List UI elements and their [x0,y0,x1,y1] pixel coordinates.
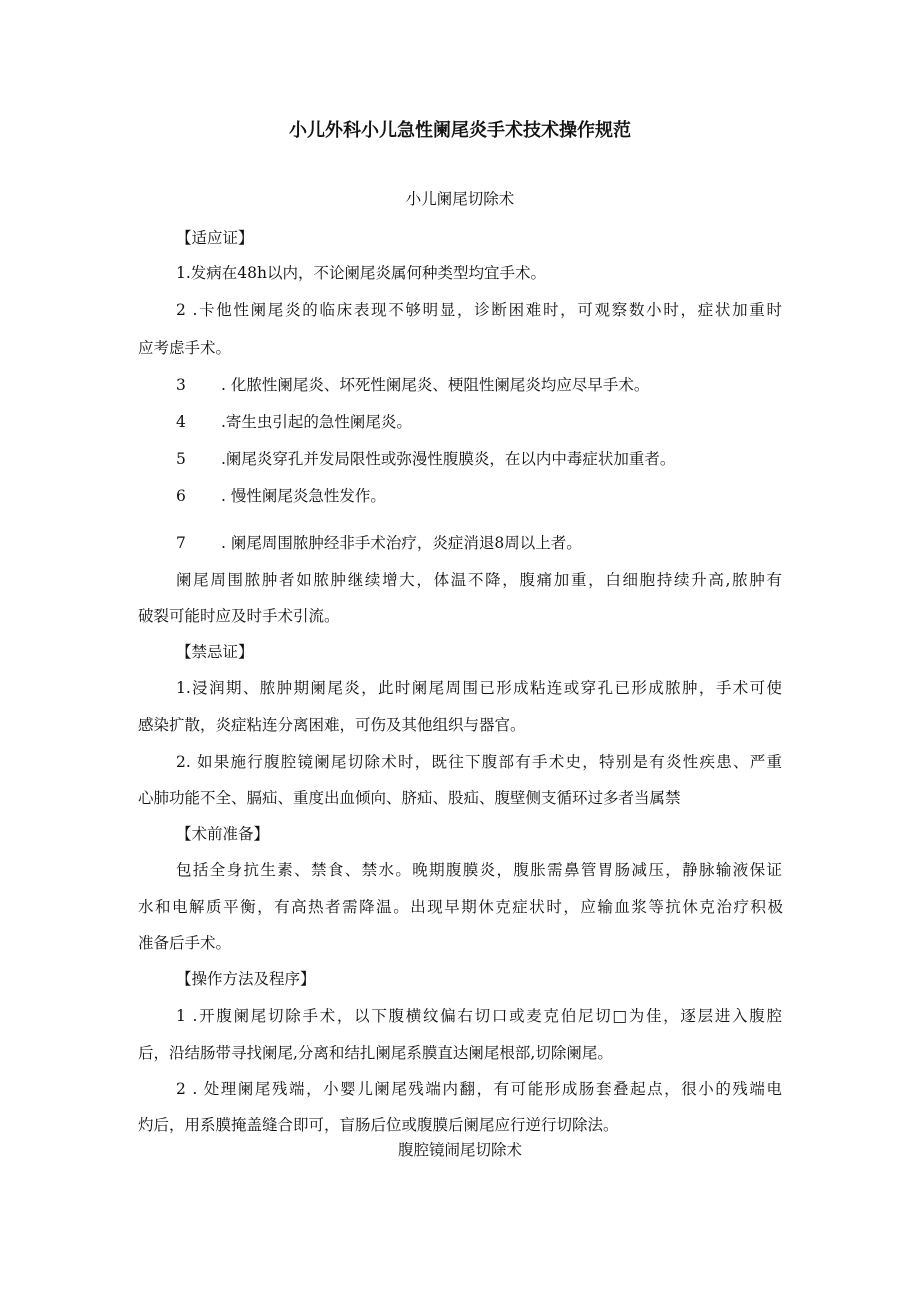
contraindication-item-1-line-1: 1.浸润期、脓肿期阑尾炎，此时阑尾周围已形成粘连或穿孔已形成脓肿，手术可使 [176,679,782,697]
indication-item-7-number: 7 [176,534,186,552]
contraindication-item-2-line-1: 2. 如果施行腹腔镜阑尾切除术时，既往下腹部有手术史，特别是有炎性疾患、严重 [176,753,782,771]
indication-item-6-text: . 慢性阑尾炎急性发作。 [221,487,386,505]
indication-note-line-1: 阑尾周围脓肿者如脓肿继续增大，体温不降，腹痛加重，白细胞持续升高,脓肿有 [176,571,782,589]
procedure-heading: 【操作方法及程序】 [176,970,316,988]
indication-item-2-line-2: 应考虑手术。 [138,339,232,357]
procedure-item-1-line-1: 1 .开腹阑尾切除手术，以下腹横纹偏右切口或麦克伯尼切□为佳，逐层进入腹腔 [176,1007,782,1025]
preparation-line-2: 水和电解质平衡，有高热者需降温。出现早期休克症状时，应输血浆等抗休克治疗积极 [138,898,783,916]
indication-item-3-text: . 化脓性阑尾炎、坏死性阑尾炎、梗阻性阑尾炎均应尽早手术。 [221,376,650,394]
document-title: 小儿外科小儿急性阑尾炎手术技术操作规范 [289,120,631,141]
indication-item-4-number: 4 [176,413,186,431]
contraindication-item-2-line-2: 心肺功能不全、膈疝、重度出血倾向、脐疝、股疝、腹壁侧支循环过多者当属禁 [138,789,681,807]
indication-item-1: 1.发病在48h以内，不论阑尾炎属何种类型均宜手术。 [176,264,546,282]
indication-item-2-line-1: 2 .卡他性阑尾炎的临床表现不够明显，诊断困难时，可观察数小时，症状加重时 [176,301,782,319]
indication-item-4-text: .寄生虫引起的急性阑尾炎。 [221,413,412,431]
contraindications-heading: 【禁忌证】 [176,643,254,661]
preparation-line-1: 包括全身抗生素、禁食、禁水。晚期腹膜炎，腹胀需鼻管胃肠减压，静脉输液保证 [176,861,782,879]
procedure-item-2-line-2: 灼后，用系膜掩盖缝合即可，盲肠后位或腹膜后阑尾应行逆行切除法。 [138,1116,619,1134]
section-title-laparoscopic: 腹腔镜闹尾切除术 [397,1141,522,1159]
indication-note-line-2: 破裂可能时应及时手术引流。 [138,607,340,625]
preparation-heading: 【术前准备】 [176,825,270,843]
section-title-appendectomy: 小儿阑尾切除术 [405,190,515,208]
indication-item-7-text: . 阑尾周围脓肿经非手术治疗，炎症消退8周以上者。 [221,534,582,552]
indication-item-3-number: 3 [176,376,186,394]
indication-item-6-number: 6 [176,487,186,505]
indication-item-5-text: .阑尾炎穿孔并发局限性或弥漫性腹膜炎，在以内中毒症状加重者。 [221,450,676,468]
indication-item-5-number: 5 [176,450,186,468]
preparation-line-3: 准备后手术。 [138,934,232,952]
indications-heading: 【适应证】 [176,229,254,247]
contraindication-item-1-line-2: 感染扩散，炎症粘连分离困难，可伤及其他组织与器官。 [138,716,526,734]
procedure-item-2-line-1: 2 . 处理阑尾残端，小婴儿阑尾残端内翻，有可能形成肠套叠起点，很小的残端电 [176,1080,782,1098]
procedure-item-1-line-2: 后，沿结肠带寻找阑尾,分离和结扎阑尾系膜直达阑尾根部,切除阑尾。 [138,1044,613,1062]
